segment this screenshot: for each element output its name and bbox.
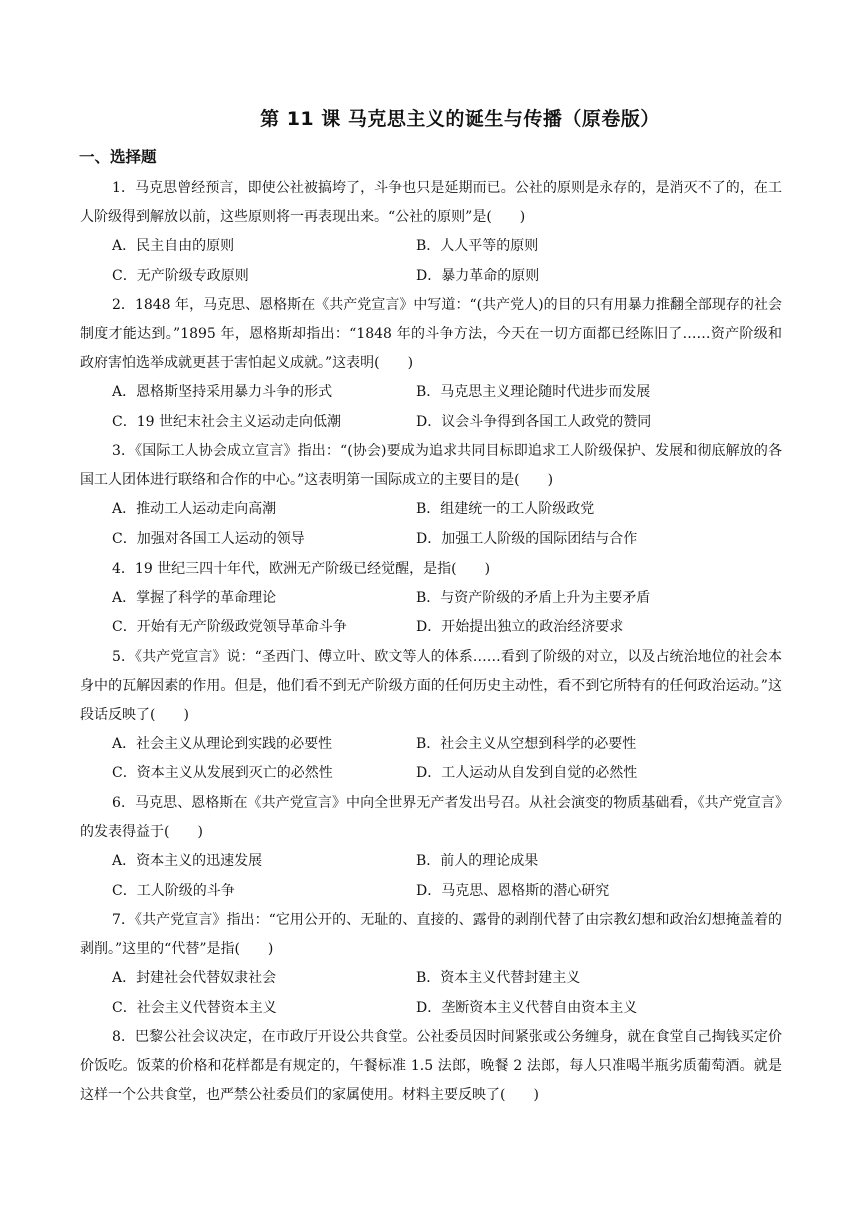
option-d: D．开始提出独立的政治经济要求 <box>416 619 624 636</box>
option-list <box>80 847 782 906</box>
option-c: C．加强对各国工人运动的领导 <box>112 530 305 547</box>
question-7 <box>80 906 782 1023</box>
option-b: B．前人的理论成果 <box>416 852 539 869</box>
option-d: D．马克思、恩格斯的潜心研究 <box>416 882 610 899</box>
option-list <box>80 730 782 789</box>
question-6 <box>80 789 782 906</box>
option-d: D．暴力革命的原则 <box>416 267 540 284</box>
option-a: A．资本主义的迅速发展 <box>112 852 263 869</box>
option-a: A．社会主义从理论到实践的必要性 <box>112 735 333 752</box>
option-a: A．民主自由的原则 <box>112 238 235 254</box>
option-c: C．19 世纪末社会主义运动走向低潮 <box>112 413 341 430</box>
option-b: B．组建统一的工人阶级政党 <box>416 501 595 518</box>
question-stem: 3．《国际工人协会成立宣言》指出：“(协会)要成为追求共同目标即追求工人阶级保护、发展和彻底解放的各国工人团体进行联络和合作的中心。”这表明第一国际成立的主要目的是( ) <box>80 443 782 489</box>
option-list <box>80 495 782 554</box>
question-stem: 2．1848 年，马克思、恩格斯在《共产党宣言》中写道：“(共产党人)的目的只有用暴力推翻全部现存的社会制度才能达到。”1895 年，恩格斯却指出：“1848 年的斗争方法，今天在一切方面都已经陈旧了……资产阶级和政府害怕选举成就更甚于害怕起义成就。”这表明( ) <box>80 297 782 372</box>
question-1 <box>80 174 782 291</box>
option-a: A．掌握了科学的革命理论 <box>112 589 277 606</box>
question-list <box>80 174 782 1110</box>
question-stem: 8．巴黎公社会议决定，在市政厅开设公共食堂。公社委员因时间紧张或公务缠身，就在食堂自己掏钱买定价价饭吃。饭菜的价格和花样都是有规定的，午餐标准 1.5 法郎，晚餐 2 法郎，每人只准喝半瓶劣质葡萄酒。就是这样一个公共食堂，也严禁公社委员们的家属使用。材料主要反映了( ) <box>80 1029 782 1104</box>
option-d: D．工人运动从自发到自觉的必然性 <box>416 765 638 782</box>
question-stem: 4．19 世纪三四十年代，欧洲无产阶级已经觉醒，是指( ) <box>112 560 491 577</box>
question-4 <box>80 555 782 643</box>
option-b: B．人人平等的原则 <box>416 238 539 254</box>
option-d: D．加强工人阶级的国际团结与合作 <box>416 530 638 547</box>
page-title: 第 11 课 马克思主义的诞生与传播（原卷版） <box>260 108 660 130</box>
option-b: B．马克思主义理论随时代进步而发展 <box>416 384 651 401</box>
question-stem: 7．《共产党宣言》指出：“它用公开的、无耻的、直接的、露骨的剥削代替了由宗教幻想和政治幻想掩盖着的剥削。”这里的“代替”是指( ) <box>80 912 782 958</box>
question-8 <box>80 1023 782 1110</box>
option-c: C．工人阶级的斗争 <box>112 882 235 899</box>
question-stem: 5．《共产党宣言》说：“圣西门、傅立叶、欧文等人的体系……看到了阶级的对立，以及占统治地位的社会本身中的瓦解因素的作用。但是，他们看不到无产阶级方面的任何历史主动性，看不到它所特有的任何政治运动。”这段话反映了( ) <box>80 648 782 723</box>
option-d: D．垄断资本主义代替自由资本主义 <box>416 999 638 1016</box>
option-d: D．议会斗争得到各国工人政党的赞同 <box>416 413 652 430</box>
option-list <box>80 232 782 291</box>
option-list <box>80 584 782 643</box>
option-b: B．与资产阶级的矛盾上升为主要矛盾 <box>416 589 651 606</box>
option-c: C．社会主义代替资本主义 <box>112 999 277 1016</box>
option-list <box>80 964 782 1023</box>
section-heading: 一、选择题 <box>79 148 157 166</box>
question-stem: 6．马克思、恩格斯在《共产党宣言》中向全世界无产者发出号召。从社会演变的物质基础看，《共产党宣言》的发表得益于( ) <box>80 794 782 840</box>
option-a: A．推动工人运动走向高潮 <box>112 501 277 518</box>
question-3 <box>80 437 782 554</box>
option-c: C．开始有无产阶级政党领导革命斗争 <box>112 619 347 636</box>
option-c: C．资本主义从发展到灭亡的必然性 <box>112 765 333 782</box>
question-2 <box>80 291 782 437</box>
option-a: A．恩格斯坚持采用暴力斗争的形式 <box>112 384 333 401</box>
option-c: C．无产阶级专政原则 <box>112 267 249 284</box>
question-stem: 1．马克思曾经预言，即使公社被搞垮了，斗争也只是延期而已。公社的原则是永存的，是消灭不了的，在工人阶级得到解放以前，这些原则将一再表现出来。“公社的原则”是( ) <box>80 180 782 225</box>
question-5 <box>80 643 782 789</box>
option-b: B．资本主义代替封建主义 <box>416 970 581 987</box>
option-list <box>80 378 782 437</box>
option-b: B．社会主义从空想到科学的必要性 <box>416 735 637 752</box>
option-a: A．封建社会代替奴隶社会 <box>112 970 277 987</box>
